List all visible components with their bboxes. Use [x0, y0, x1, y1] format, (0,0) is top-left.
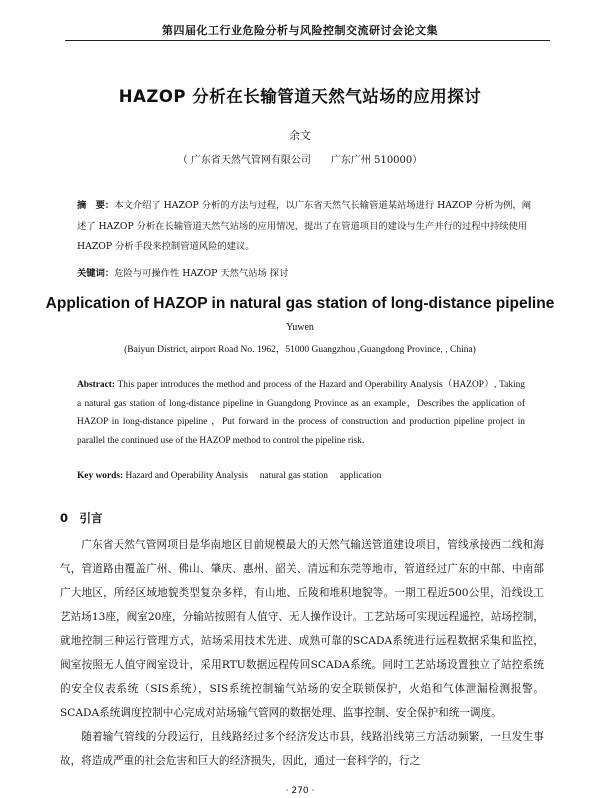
chinese-keywords-text: 危险与可操作性 HAZOP 天然气站场 探讨 — [114, 268, 289, 279]
running-header: 第四届化工行业危险分析与风险控制交流研讨会论文集 — [162, 24, 438, 37]
chinese-author: 余文 — [289, 129, 311, 142]
chinese-affiliation: （ 广东省天然气管网有限公司 广东广州 510000） — [177, 155, 423, 166]
english-abstract-label: Abstract: — [77, 380, 116, 390]
english-abstract-text: This paper introduces the method and process of the Hazard and Operability Analysis（HAZOP）, Taking a natural gas station of long-distance pipeline in Guangdong Province as an example，Describes the application of HAZOP in long-distance pipeline ，Put forward in the process of construction and production pipeline project in parallel the continued use of the HAZOP method to control the pipeline risk. — [77, 380, 525, 446]
english-abstract — [77, 376, 525, 450]
chinese-abstract-text: 本文介绍了 HAZOP 分析的方法与过程，以广东省天然气长输管道某站场进行 HAZOP 分析为例，阐述了 HAZOP 分析在长输管道天然气站场的应用情况，提出了在管道项目的建设与生产并行的过程中持续使用 HAZOP 分析手段来控制管道风险的建议。 — [77, 200, 532, 252]
english-affiliation: (Baiyun District, airport Road No. 1962，51000 Guangzhou ,Guangdong Province, , China) — [124, 345, 476, 355]
body-paragraph-1: 广东省天然气管网项目是华南地区目前规模最大的天然气输送管道建设项目，管线承接西二线和海气，管道路由覆盖广州、佛山、肇庆、惠州、韶关、清远和东莞等地市，管道经过广东的中部、中南部广大地区，所经区域地貌类型复杂多样，有山地、丘陵和堆积地貌等。一期工程近500公里，沿线设工艺站场13座，阀室20座，分输站按照有人值守、无人操作设计。工艺站场可实现远程遥控，站场控制，就地控制三种运行管理方式，站场采用技术先进、成熟可靠的SCADA系统进行远程数据采集和监控，阀室按照无人值守阀室设计，采用RTU数据远程传回SCADA系统。同时工艺站场设置独立了站控系统的安全仪表系统（SIS系统），SIS系统控制输气站场的安全联锁保护，火焰和气体泄漏检测报警。SCADA系统调度控制中心完成对站场输气管网的数据处理、监事控制、安全保护和统一调度。 — [60, 539, 544, 719]
english-author: Yuwen — [286, 322, 314, 333]
english-keywords — [77, 467, 537, 481]
section-heading: 0 引言 — [60, 511, 103, 525]
english-keywords-text: Hazard and Operability Analysis natural gas station application — [123, 471, 382, 481]
chinese-abstract — [77, 196, 537, 258]
chinese-keywords-label: 关键词： — [77, 268, 115, 279]
header-rule — [65, 40, 550, 41]
chinese-abstract-label: 摘 要： — [77, 200, 115, 211]
body-paragraph-2: 随着输气管线的分段运行，且线路经过多个经济发达市县，线路沿线第三方活动频繁，一旦发生事故，将造成严重的社会危害和巨大的经济损失，因此，通过一套科学的，行之 — [60, 731, 544, 767]
english-keywords-label: Key words: — [77, 471, 124, 481]
chinese-title: HAZOP 分析在长输管道天然气站场的应用探讨 — [118, 87, 482, 106]
english-title: Application of HAZOP in natural gas station of long-distance pipeline — [45, 295, 555, 312]
body-text — [60, 533, 544, 773]
page-number: · 270 · — [285, 786, 315, 796]
chinese-keywords — [77, 265, 537, 279]
